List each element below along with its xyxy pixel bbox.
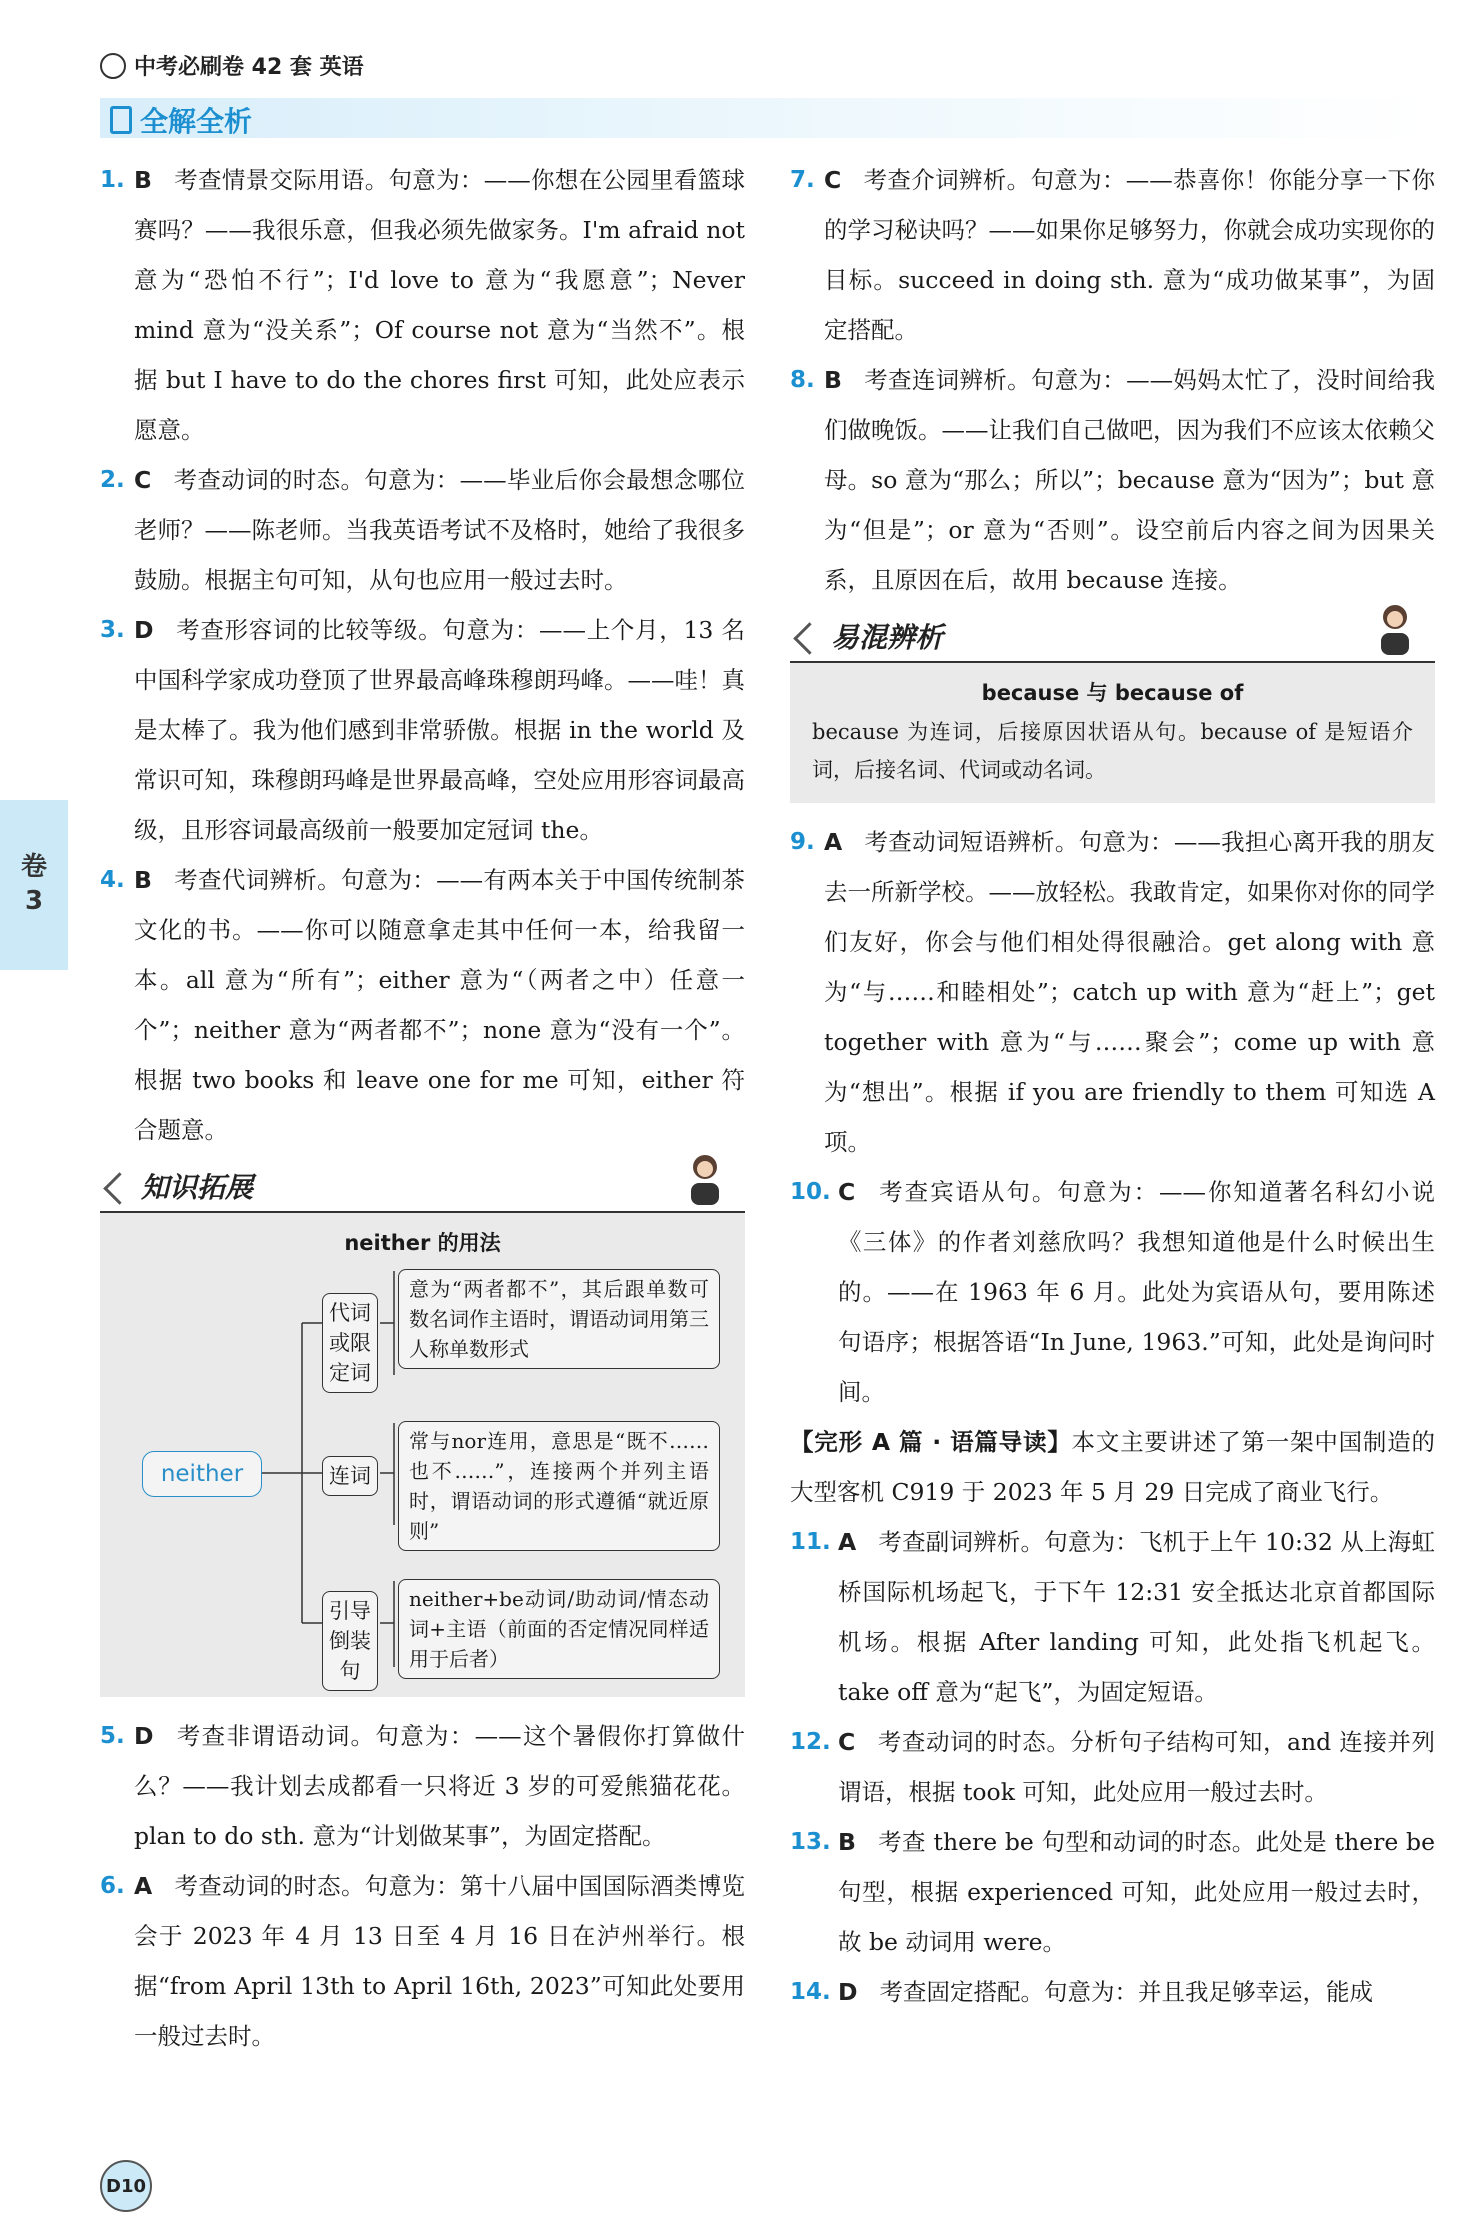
item-explanation: 考查固定搭配。句意为：并且我足够幸运，能成 (879, 1978, 1374, 2006)
page-header (100, 50, 364, 81)
side-tab-number: 3 (24, 886, 44, 916)
item-number: 3. (100, 617, 125, 643)
answer-item-4 (100, 855, 745, 1155)
branch-description: 常与nor连用，意思是“既不……也不……”，连接两个并列主语时，谓语动词的形式遵循“就近原则” (398, 1421, 720, 1551)
item-answer: B (838, 1828, 856, 1856)
branch-label: 代词或限定词 (322, 1293, 378, 1393)
box-body (100, 1213, 745, 1697)
box-title (790, 615, 1435, 663)
item-number: 9. (790, 829, 815, 855)
branch-label: 连词 (322, 1456, 378, 1496)
answer-item-12 (790, 1717, 1435, 1817)
globe-icon (100, 53, 126, 79)
item-explanation: 考查代词辨析。句意为：——有两本关于中国传统制茶文化的书。——你可以随意拿走其中任何一本，给我留一本。all 意为“所有”；either 意为“（两者之中）任意一个”；neither 意为“两者都不”；none 意为“没有一个”。根据 two books 和 leave one for me 可知，either 符合题意。 (134, 866, 745, 1144)
item-answer: A (824, 828, 843, 856)
item-number: 4. (100, 867, 125, 893)
item-number: 1. (100, 167, 125, 193)
box-subtitle: because 与 because of (981, 681, 1244, 705)
section-title-text: 全解全析 (140, 105, 253, 138)
box-body (790, 663, 1435, 803)
answer-item-7 (790, 155, 1435, 355)
item-explanation: 考查动词短语辨析。句意为：——我担心离开我的朋友去一所新学校。——放轻松。我敢肯定，如果你对你的同学们友好，你会与他们相处得很融洽。get along with 意为“与……和睦相处”；catch up with 意为“赶上”；get together with 意为“与……聚会”；come up with 意为“想出”。根据 if you are friendly to them 可知选 A 项。 (824, 828, 1435, 1156)
item-answer: D (134, 1722, 154, 1750)
item-number: 2. (100, 467, 125, 493)
chevron-icon (103, 1172, 136, 1205)
item-explanation: 考查情景交际用语。句意为：——你想在公园里看篮球赛吗？——我很乐意，但我必须先做家务。I'm afraid not 意为“恐怕不行”；I'd love to 意为“我愿意”；Never mind 意为“没关系”；Of course not 意为“当然不”。根据 but I have to do the chores first 可知，此处应表示愿意。 (134, 166, 745, 444)
item-explanation: 考查连词辨析。句意为：——妈妈太忙了，没时间给我们做晚饭。——让我们自己做吧，因为我们不应该太依赖父母。so 意为“那么；所以”；because 意为“因为”；but 意为“但是”；or 意为“否则”。设空前后内容之间为因果关系，且原因在后，故用 because 连接。 (824, 366, 1435, 594)
item-number: 5. (100, 1723, 125, 1749)
answer-item-2 (100, 455, 745, 605)
answer-item-6 (100, 1861, 745, 2061)
item-answer: B (134, 166, 152, 194)
answer-item-13 (790, 1817, 1435, 1967)
item-answer: A (838, 1528, 857, 1556)
answer-item-1 (100, 155, 745, 455)
item-answer: D (134, 616, 154, 644)
volume-side-tab (0, 800, 68, 970)
mind-root-node: neither (142, 1451, 262, 1497)
answer-item-5 (100, 1711, 745, 1861)
item-explanation: 考查宾语从句。句意为：——你知道著名科幻小说《三体》的作者刘慈欣吗？我想知道他是什么时候出生的。——在 1963 年 6 月。此处为宾语从句，要用陈述句语序；根据答语“In June, 1963.”可知，此处是询问时间。 (838, 1178, 1435, 1406)
right-column (790, 155, 1435, 2017)
item-number: 7. (790, 167, 815, 193)
item-number: 6. (100, 1873, 125, 1899)
answer-item-10 (790, 1167, 1435, 1417)
item-number: 11. (790, 1529, 831, 1555)
teacher-figure-icon (1373, 601, 1417, 655)
header-title: 中考必刷卷 42 套 英语 (134, 55, 364, 80)
box-text: because 为连词，后接原因状语从句。because of 是短语介词，后接名词、代词或动名词。 (812, 720, 1413, 782)
item-explanation: 考查介词辨析。句意为：——恭喜你！你能分享一下你的学习秘诀吗？——如果你足够努力，你就会成功实现你的目标。succeed in doing sth. 意为“成功做某事”，为固定搭配。 (824, 166, 1435, 344)
item-explanation: 考查非谓语动词。句意为：——这个暑假你打算做什么？——我计划去成都看一只将近 3 岁的可爱熊猫花花。plan to do sth. 意为“计划做某事”，为固定搭配。 (134, 1722, 745, 1850)
item-explanation: 考查副词辨析。句意为：飞机于上午 10:32 从上海虹桥国际机场起飞，于下午 12:31 安全抵达北京首都国际机场。根据 After landing 可知，此处指飞机起飞。take off 意为“起飞”，为固定短语。 (838, 1528, 1435, 1706)
cloze-guide-text: 本文主要讲述了第一架中国制造的大型客机 C919 于 2023 年 5 月 29 日完成了商业飞行。 (790, 1428, 1436, 1506)
section-banner (100, 98, 1430, 138)
item-number: 14. (790, 1979, 831, 2005)
item-number: 12. (790, 1729, 831, 1755)
branch-description: neither+be动词/助动词/情态动词+主语（前面的否定情况同样适用于后者） (398, 1579, 720, 1679)
answer-item-14 (790, 1967, 1435, 2017)
item-number: 13. (790, 1829, 831, 1855)
cloze-guide (790, 1417, 1435, 1517)
document-icon (110, 106, 132, 134)
confusion-analysis-box (790, 615, 1435, 803)
teacher-figure-icon (683, 1151, 727, 1205)
item-answer: C (838, 1728, 856, 1756)
item-answer: C (838, 1178, 856, 1206)
mind-map (122, 1263, 723, 1683)
page-number: D10 (100, 2160, 152, 2212)
knowledge-extension-box (100, 1165, 745, 1697)
item-number: 8. (790, 367, 815, 393)
box-title-text: 易混辨析 (831, 621, 944, 654)
branch-label: 引导倒装句 (322, 1591, 378, 1691)
cloze-guide-heading: 【完形 A 篇 · 语篇导读】 (790, 1428, 1072, 1456)
chevron-icon (793, 622, 826, 655)
answer-item-11 (790, 1517, 1435, 1717)
answer-item-3 (100, 605, 745, 855)
item-number: 10. (790, 1179, 831, 1205)
branch-description: 意为“两者都不”，其后跟单数可数名词作主语时，谓语动词用第三人称单数形式 (398, 1269, 720, 1369)
item-answer: B (134, 866, 152, 894)
box-title-text: 知识拓展 (141, 1171, 254, 1204)
item-answer: D (838, 1978, 858, 2006)
item-explanation: 考查动词的时态。分析句子结构可知，and 连接并列谓语，根据 took 可知，此处应用一般过去时。 (838, 1728, 1435, 1806)
left-column (100, 155, 745, 2061)
box-title (100, 1165, 745, 1213)
item-explanation: 考查动词的时态。句意为：第十八届中国国际酒类博览会于 2023 年 4 月 13 日至 4 月 16 日在泸州举行。根据“from April 13th to April 16th, 2023”可知此处要用一般过去时。 (134, 1872, 745, 2050)
item-answer: C (824, 166, 842, 194)
item-explanation: 考查 there be 句型和动词的时态。此处是 there be 句型，根据 experienced 可知，此处应用一般过去时，故 be 动词用 were。 (838, 1828, 1435, 1956)
answer-item-9 (790, 817, 1435, 1167)
item-explanation: 考查动词的时态。句意为：——毕业后你会最想念哪位老师？——陈老师。当我英语考试不及格时，她给了我很多鼓励。根据主句可知，从句也应用一般过去时。 (134, 466, 745, 594)
side-tab-char: 卷 (20, 852, 47, 883)
item-answer: A (134, 1872, 153, 1900)
box-subtitle: neither 的用法 (344, 1231, 501, 1255)
section-title (110, 100, 252, 140)
item-answer: C (134, 466, 152, 494)
answer-item-8 (790, 355, 1435, 605)
item-answer: B (824, 366, 842, 394)
item-explanation: 考查形容词的比较等级。句意为：——上个月，13 名中国科学家成功登顶了世界最高峰珠穆朗玛峰。——哇！真是太棒了。我为他们感到非常骄傲。根据 in the world 及常识可知，珠穆朗玛峰是世界最高峰，空处应用形容词最高级，且形容词最高级前一般要加定冠词 the。 (134, 616, 745, 844)
